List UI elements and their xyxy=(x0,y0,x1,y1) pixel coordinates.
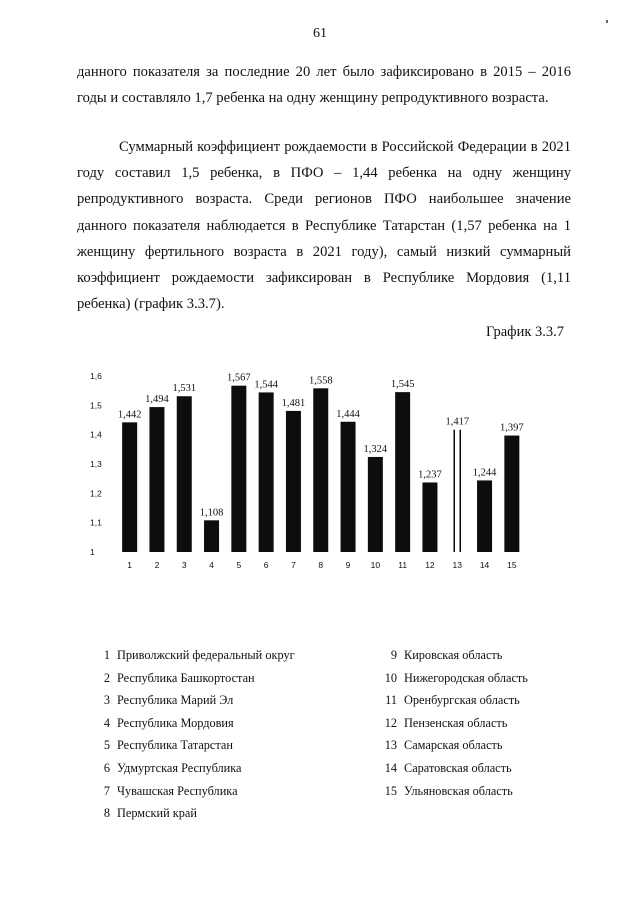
legend-number: 12 xyxy=(384,715,397,730)
legend-item xyxy=(380,712,528,735)
data-label: 1,417 xyxy=(445,416,470,428)
bar xyxy=(504,436,519,552)
bar xyxy=(341,422,356,552)
data-label: 1,442 xyxy=(117,409,142,421)
legend-item xyxy=(380,667,528,690)
legend-number: 8 xyxy=(103,806,110,821)
x-tick-label: 15 xyxy=(507,560,517,570)
legend-number: 7 xyxy=(103,783,110,798)
data-label: 1,108 xyxy=(199,507,224,519)
data-label: 1,558 xyxy=(308,375,333,387)
legend-item xyxy=(98,802,295,825)
bar xyxy=(286,411,301,552)
x-tick-label: 13 xyxy=(452,560,462,570)
legend-number: 14 xyxy=(384,760,397,775)
legend-label: Нижегородская область xyxy=(404,670,528,685)
y-tick-label: 1,5 xyxy=(90,400,102,411)
data-label: 1,237 xyxy=(418,469,442,481)
legend-label: Удмуртская Республика xyxy=(117,760,242,775)
y-tick-label: 1,2 xyxy=(90,488,102,499)
x-tick-label: 1 xyxy=(127,560,133,570)
legend-label: Республика Марий Эл xyxy=(117,693,234,708)
bar xyxy=(477,480,492,552)
bar xyxy=(231,386,246,552)
legend-left xyxy=(98,644,295,825)
legend-item xyxy=(98,667,295,690)
legend-label: Республика Башкортостан xyxy=(117,670,255,685)
y-tick-label: 1,3 xyxy=(90,459,102,469)
bar xyxy=(149,407,164,552)
y-tick-label: 1,1 xyxy=(90,517,102,528)
legend-number: 6 xyxy=(103,760,110,775)
legend-item xyxy=(98,644,295,667)
data-label: 1,244 xyxy=(472,467,497,479)
legend-number: 13 xyxy=(384,738,397,753)
x-tick-label: 12 xyxy=(425,560,435,570)
bar-chart xyxy=(80,360,530,580)
legend-label: Кировская область xyxy=(404,648,503,662)
legend-number: 10 xyxy=(384,670,397,685)
legend-number: 3 xyxy=(103,693,110,708)
legend-label: Республика Татарстан xyxy=(117,738,233,753)
x-tick-label: 8 xyxy=(318,560,324,570)
bar xyxy=(204,520,219,552)
legend-number: 4 xyxy=(103,715,110,730)
x-tick-label: 11 xyxy=(398,560,408,570)
legend-label: Республика Мордовия xyxy=(117,715,234,730)
x-tick-label: 5 xyxy=(236,560,242,570)
legend-item xyxy=(380,734,528,757)
legend-right xyxy=(380,644,528,802)
legend-label: Пермский край xyxy=(117,806,197,821)
data-label: 1,444 xyxy=(336,408,360,420)
legend-number: 5 xyxy=(103,738,110,753)
chart-label: График 3.3.7 xyxy=(486,324,564,340)
x-tick-label: 7 xyxy=(291,560,296,570)
legend-item xyxy=(380,757,528,780)
y-tick-label: 1,4 xyxy=(90,429,102,440)
legend-label: Пензенская область xyxy=(404,715,508,730)
bar xyxy=(259,392,274,552)
data-label: 1,494 xyxy=(145,394,169,406)
legend-item xyxy=(380,689,528,712)
data-label: 1,324 xyxy=(363,443,388,455)
paragraph-2: Суммарный коэффициент рождаемости в Российской Федерации в 2021 году составил 1,5 ребенка, в ПФО – 1,44 ребенка на одну женщину репродуктивного возраста. Среди регионов ПФО наибольшее значение данного показателя наблюдается в Республике Татарстан (1,57 ребенка на 1 женщину фертильного возраста в 2021 году), самый низкий суммарный коэффициент рождаемости зафиксирован в Республике Мордовия (1,11 ребенка) (график 3.3.7). xyxy=(77,139,571,313)
data-label: 1,481 xyxy=(281,397,306,409)
data-label: 1,531 xyxy=(172,383,197,395)
legend-label: Оренбургская область xyxy=(404,693,520,708)
legend-item xyxy=(380,780,528,803)
legend-number: 1 xyxy=(103,648,110,662)
page-number: 61 xyxy=(313,26,327,41)
legend-label: Чувашская Республика xyxy=(117,783,238,798)
bar xyxy=(313,388,328,552)
data-label: 1,545 xyxy=(390,379,415,391)
bar xyxy=(122,422,137,552)
x-tick-label: 2 xyxy=(154,560,160,570)
y-tick-label: 1,6 xyxy=(90,371,102,381)
legend-item xyxy=(98,689,295,712)
legend-number: 15 xyxy=(384,783,397,798)
y-tick-label: 1 xyxy=(90,547,95,557)
bar xyxy=(368,457,383,552)
x-tick-label: 9 xyxy=(345,560,351,570)
scan-artifact xyxy=(606,20,608,23)
data-label: 1,397 xyxy=(500,422,524,434)
x-tick-label: 3 xyxy=(181,560,187,570)
x-tick-label: 6 xyxy=(263,560,269,570)
legend-number: 2 xyxy=(103,670,110,685)
legend-item xyxy=(98,734,295,757)
x-tick-label: 14 xyxy=(479,560,490,570)
legend-number: 9 xyxy=(390,648,397,662)
legend-item xyxy=(380,644,528,667)
x-tick-label: 10 xyxy=(370,560,381,570)
data-label: 1,544 xyxy=(254,379,278,391)
bar xyxy=(395,392,410,552)
x-tick-label: 4 xyxy=(209,560,214,570)
paragraph-1: данного показателя за последние 20 лет было зафиксировано в 2015 – 2016 годы и составляло 1,7 ребенка на одну женщину репродуктивного возраста. xyxy=(77,64,571,107)
legend-label: Саратовская область xyxy=(404,760,512,775)
bar xyxy=(177,396,192,552)
legend-item xyxy=(98,712,295,735)
legend-number: 11 xyxy=(385,693,397,708)
legend-label: Приволжский федеральный округ xyxy=(117,648,295,662)
data-label: 1,567 xyxy=(227,372,251,384)
legend-item xyxy=(98,780,295,803)
bar xyxy=(422,482,437,552)
legend-item xyxy=(98,757,295,780)
legend-label: Ульяновская область xyxy=(404,783,513,798)
legend-label: Самарская область xyxy=(404,738,503,753)
